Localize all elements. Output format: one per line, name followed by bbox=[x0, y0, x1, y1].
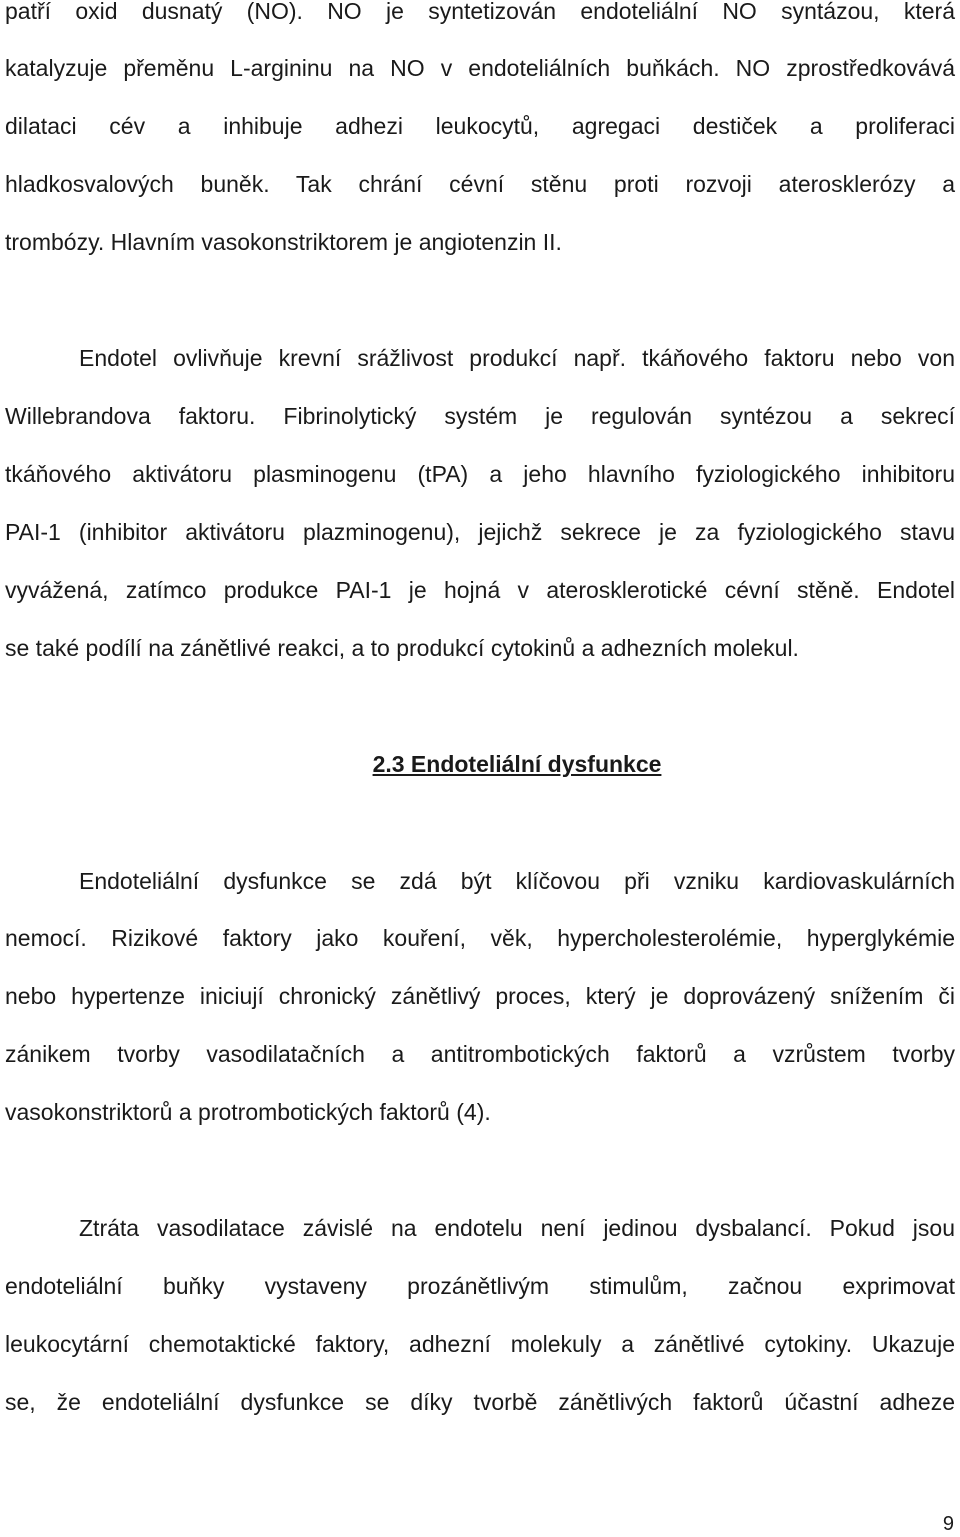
paragraph-2-line-1: Endotel ovlivňuje krevní srážlivost produkcí např. tkáňového faktoru nebo von bbox=[79, 345, 955, 371]
paragraph-1-line-3: dilataci cév a inhibuje adhezi leukocytů, agregaci destiček a proliferaci bbox=[5, 113, 955, 139]
paragraph-1-line-2: katalyzuje přeměnu L-argininu na NO v endoteliálních buňkách. NO zprostředkovává bbox=[5, 55, 955, 81]
paragraph-2-line-5: vyvážená, zatímco produkce PAI-1 je hojná v aterosklerotické cévní stěně. Endotel bbox=[5, 577, 955, 603]
paragraph-2-line-4: PAI-1 (inhibitor aktivátoru plazminogenu), jejichž sekrece je za fyziologického stavu bbox=[5, 519, 955, 545]
paragraph-3-line-3: nebo hypertenze iniciují chronický zánětlivý proces, který je doprovázený snížením či bbox=[5, 983, 955, 1009]
paragraph-3-line-4: zánikem tvorby vasodilatačních a antitrombotických faktorů a vzrůstem tvorby bbox=[5, 1041, 955, 1067]
paragraph-2-line-6: se také podílí na zánětlivé reakci, a to produkcí cytokinů a adhezních molekul. bbox=[5, 635, 799, 661]
paragraph-4-line-3: leukocytární chemotaktické faktory, adhezní molekuly a zánětlivé cytokiny. Ukazuje bbox=[5, 1331, 955, 1357]
paragraph-4-line-1: Ztráta vasodilatace závislé na endotelu není jedinou dysbalancí. Pokud jsou bbox=[79, 1215, 955, 1241]
paragraph-3-line-1: Endoteliální dysfunkce se zdá být klíčovou při vzniku kardiovaskulárních bbox=[79, 868, 955, 894]
paragraph-4-line-4: se, že endoteliální dysfunkce se díky tvorbě zánětlivých faktorů účastní adheze bbox=[5, 1389, 955, 1415]
paragraph-1-line-1: patří oxid dusnatý (NO). NO je syntetizován endoteliální NO syntázou, která bbox=[5, 0, 955, 24]
paragraph-1-line-5: trombózy. Hlavním vasokonstriktorem je angiotenzin II. bbox=[5, 229, 562, 255]
paragraph-3-line-5: vasokonstriktorů a protrombotických faktorů (4). bbox=[5, 1099, 491, 1125]
paragraph-2-line-2: Willebrandova faktoru. Fibrinolytický systém je regulován syntézou a sekrecí bbox=[5, 403, 955, 429]
paragraph-2-line-3: tkáňového aktivátoru plasminogenu (tPA) a jeho hlavního fyziologického inhibitoru bbox=[5, 461, 955, 487]
paragraph-4-line-2: endoteliální buňky vystaveny prozánětlivým stimulům, začnou exprimovat bbox=[5, 1273, 955, 1299]
section-heading: 2.3 Endoteliální dysfunkce bbox=[372, 751, 662, 777]
paragraph-3-line-2: nemocí. Rizikové faktory jako kouření, věk, hypercholesterolémie, hyperglykémie bbox=[5, 925, 955, 951]
page-number: 9 bbox=[942, 1513, 954, 1535]
paragraph-1-line-4: hladkosvalových buněk. Tak chrání cévní stěnu proti rozvoji aterosklerózy a bbox=[5, 171, 955, 197]
